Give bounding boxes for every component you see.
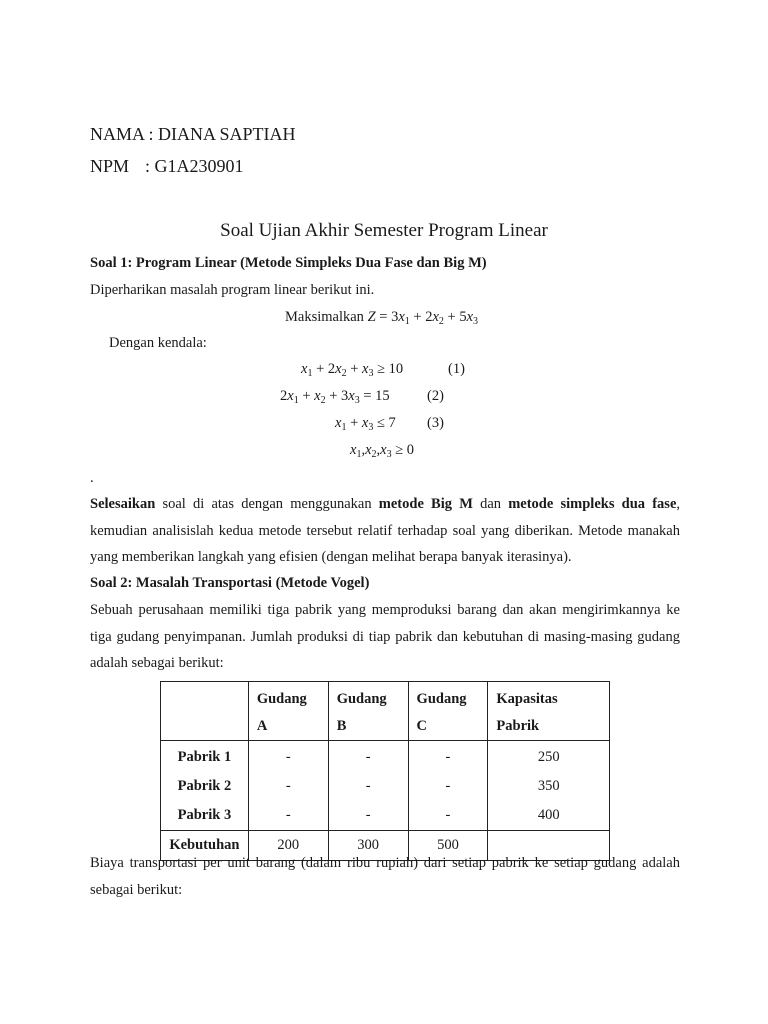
constraint-tag-3: (3) <box>427 415 444 431</box>
task-line-2: kemudian analisislah kedua metode tersebut relatif terhadap soal yang diberikan. Metode manakah <box>90 522 680 539</box>
soal2-line-3: adalah sebagai berikut: <box>90 655 224 671</box>
column-gudang-c: - - - <box>408 741 488 831</box>
soal1-heading: Soal 1: Program Linear (Metode Simpleks Dua Fase dan Big M) <box>90 255 487 271</box>
cost-line-2: sebagai berikut: <box>90 881 183 898</box>
nonnegativity-constraint: $x_1,x_2,x_3 \ge 0$ <box>350 442 415 460</box>
table-row-label: Pabrik 3 <box>177 807 232 823</box>
supply-demand-table <box>160 681 610 861</box>
student-name: NAMA : DIANA SAPTIAH <box>90 124 296 144</box>
footer-gudang-a: 200 <box>248 831 328 861</box>
task-line-3: yang memberikan langkah yang efisien (dengan melihat berapa banyak iterasinya). <box>90 549 572 565</box>
table-corner-cell <box>161 682 249 741</box>
stray-dot: . <box>90 470 94 486</box>
constraint-tag-1: (1) <box>448 361 465 377</box>
task-line-1: Selesaikan soal di atas dengan menggunakan metode Big M dan metode simpleks dua fase, <box>90 496 681 512</box>
objective-function: Maksimalkan $Z = 3x_1 + 2x_2 + 5x_3$ <box>285 309 479 327</box>
table-row-label: Pabrik 1 <box>177 749 232 765</box>
constraints-label: Dengan kendala: <box>109 335 207 351</box>
soal2-paragraph <box>90 597 680 677</box>
soal2-heading: Soal 2: Masalah Transportasi (Metode Vogel) <box>90 575 370 591</box>
document-title: Soal Ujian Akhir Semester Program Linear <box>220 220 548 241</box>
row-labels <box>161 741 249 831</box>
column-gudang-b: - - - <box>328 741 408 831</box>
cost-line-1: Biaya transportasi per unit barang (dalam ribu rupiah) dari setiap pabrik ke setiap gudang adalah <box>90 855 680 871</box>
constraint-3: $x_1 + x_3 \le 7$ <box>335 415 396 433</box>
npm-label: NPM <box>90 156 130 176</box>
footer-gudang-c: 500 <box>408 831 488 861</box>
header-gudang-a: Gudang A <box>248 682 328 741</box>
footer-gudang-b: 300 <box>328 831 408 861</box>
column-kapasitas: 250 350 400 <box>488 741 610 831</box>
footer-label: Kebutuhan <box>161 831 249 861</box>
table-row-label: Pabrik 2 <box>177 778 232 794</box>
soal2-line-1: Sebuah perusahaan memiliki tiga pabrik yang memproduksi barang dan akan mengirimkannya ke <box>90 602 680 618</box>
transport-cost-paragraph <box>90 850 680 903</box>
soal2-line-2: tiga gudang penyimpanan. Jumlah produksi di tiap pabrik dan kebutuhan di masing-masing gudang <box>90 628 680 645</box>
npm-value: : G1A230901 <box>145 156 244 176</box>
table-body-row <box>161 741 610 831</box>
column-gudang-a: - - - <box>248 741 328 831</box>
header-gudang-b: Gudang B <box>328 682 408 741</box>
constraint-2: $2x_1 + x_2 + 3x_3 = 15$ <box>280 388 390 406</box>
soal1-intro: Diperharikan masalah program linear berikut ini. <box>90 282 375 298</box>
header-gudang-c: Gudang C <box>408 682 488 741</box>
table-header-row <box>161 682 610 741</box>
objective-prefix: Maksimalkan <box>285 309 364 325</box>
constraint-tag-2: (2) <box>427 388 444 404</box>
header-kapasitas: Kapasitas Pabrik <box>488 682 610 741</box>
soal1-task-paragraph <box>90 491 680 571</box>
constraint-1: $x_1 + 2x_2 + x_3 \ge 10$ <box>301 361 404 379</box>
